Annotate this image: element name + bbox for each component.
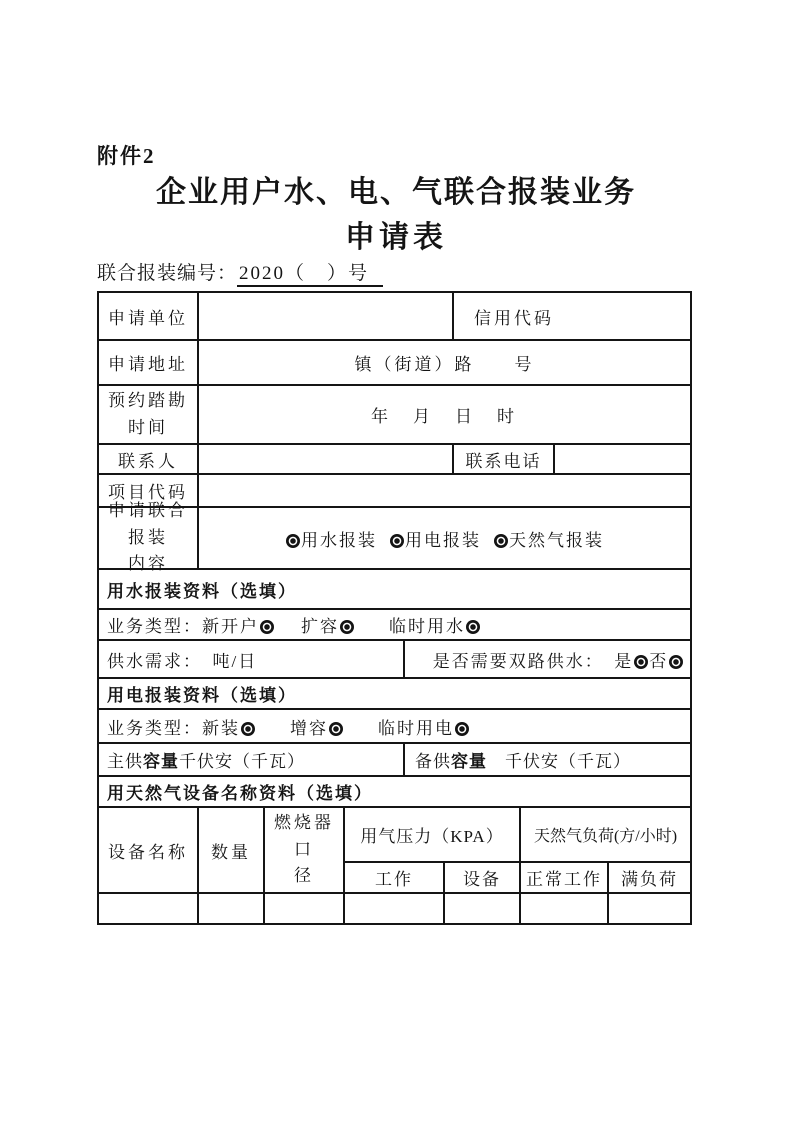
dual-supply-yes: 是: [614, 647, 649, 672]
phone-value-cell: [553, 445, 690, 473]
water-type-options: [99, 610, 690, 639]
applicant-value-cell: [197, 293, 452, 339]
row-electric-type: [99, 708, 690, 742]
electric-type-options: [99, 710, 690, 742]
row-water-demand: [99, 639, 690, 677]
radio-icon: [634, 655, 648, 669]
page-title-line1: 企业用户水、电、气联合报装业务: [156, 176, 636, 209]
gas-header-pressure: 用气压力（KPA）: [360, 827, 504, 846]
radio-icon: [466, 620, 480, 634]
doc-number: [97, 258, 383, 285]
radio-icon: [669, 655, 683, 669]
water-type-label: 业务类型：: [107, 617, 202, 636]
radio-icon: [286, 534, 300, 548]
survey-time-label: [99, 386, 197, 443]
radio-icon: [241, 722, 255, 736]
gas-header-load-full: 满负荷: [607, 863, 690, 892]
phone-label: 联系电话: [452, 445, 553, 473]
gas-header-load-subrow: [521, 861, 690, 892]
row-joint-content: [99, 501, 690, 574]
contact-value-cell: [197, 445, 452, 473]
contact-label: 联系人: [118, 451, 178, 471]
row-gas-header: [99, 806, 690, 892]
survey-time-label-line2: 时间: [128, 417, 168, 437]
row-gas-data-empty: [99, 892, 690, 923]
radio-icon: [260, 620, 274, 634]
gas-header-pressure-group: [343, 808, 519, 892]
gas-data-burner-cell: [263, 894, 343, 923]
joint-content-label: [99, 501, 197, 574]
water-type-new: 新开户: [202, 612, 275, 637]
application-form-table: [97, 291, 692, 925]
page-title-line2: 申请表: [345, 221, 447, 254]
gas-header-quantity: 数量: [197, 808, 263, 892]
joint-option-water: 用水报装: [285, 526, 377, 551]
gas-header-load-normal: 正常工作: [526, 870, 602, 889]
water-section-title: 用水报装资料（选填）: [107, 581, 297, 601]
gas-header-pressure-work: 工作: [375, 870, 413, 889]
radio-icon: [390, 534, 404, 548]
gas-data-load-full-cell: [607, 894, 690, 923]
survey-time-hint: 年 月 日 时: [197, 386, 690, 443]
radio-icon: [340, 620, 354, 634]
gas-header-load: 天然气负荷(方/小时): [533, 828, 678, 845]
row-water-type: [99, 608, 690, 639]
row-electric-section: [99, 677, 690, 708]
row-capacity: [99, 742, 690, 775]
row-water-section: [99, 568, 690, 608]
dual-supply-label: 是否需要双路供水：: [432, 651, 615, 671]
gas-data-quantity-cell: [197, 894, 263, 923]
electric-type-temp: 临时用电: [378, 714, 470, 739]
address-hint: 镇（街道）路 号: [197, 341, 690, 384]
gas-header-pressure-device: 设备: [443, 863, 519, 892]
gas-data-pressure-device-cell: [443, 894, 519, 923]
gas-header-pressure-subrow: [345, 861, 519, 892]
row-address: [99, 339, 690, 384]
gas-header-burner: [263, 808, 343, 892]
radio-icon: [455, 722, 469, 736]
address-label: 申请地址: [108, 355, 188, 374]
gas-data-pressure-work-cell: [343, 894, 443, 923]
radio-icon: [329, 722, 343, 736]
dual-supply-cell: [403, 641, 690, 677]
survey-time-label-line1: 预约踏勘: [108, 391, 188, 411]
electric-section-title: 用电报装资料（选填）: [107, 686, 297, 705]
applicant-label: 申请单位: [108, 308, 188, 328]
project-code-label: 项目代码: [108, 483, 188, 502]
water-demand-label: 供水需求： 吨/日: [107, 651, 258, 671]
project-code-value-cell: [197, 475, 690, 506]
attachment-label: 附件2: [97, 144, 156, 168]
water-type-temp: 临时用水: [389, 612, 481, 637]
radio-icon: [494, 534, 508, 548]
water-type-expand: 扩容: [301, 612, 355, 637]
backup-capacity-label: 备供 容量 千伏安（千瓦）: [403, 744, 690, 775]
row-contact: [99, 443, 690, 473]
joint-content-label-line1: 申请联合报装: [108, 501, 188, 547]
gas-data-load-normal-cell: [519, 894, 607, 923]
electric-type-new: 新装: [202, 714, 256, 739]
row-survey-time: [99, 384, 690, 443]
row-gas-section: [99, 775, 690, 806]
gas-header-load-group: [519, 808, 690, 892]
doc-number-label: 联合报装编号：: [97, 263, 238, 284]
gas-header-burner-line2: 径: [294, 866, 314, 886]
electric-type-label: 业务类型：: [107, 718, 202, 738]
gas-header-burner-line1: 燃烧器口: [274, 813, 334, 859]
joint-content-options: [197, 508, 690, 568]
gas-data-device-cell: [99, 894, 197, 923]
doc-number-value: 2020（ ）号: [237, 263, 383, 287]
dual-supply-no: 否: [649, 647, 684, 672]
joint-content-label-line2: 内容: [128, 554, 168, 574]
joint-option-electric: 用电报装: [389, 526, 481, 551]
gas-header-device: 设备名称: [108, 842, 188, 862]
electric-type-expand: 增容: [290, 714, 344, 739]
row-applicant: [99, 293, 690, 339]
joint-option-gas: 天然气报装: [493, 526, 604, 551]
credit-code-label: 信用代码: [452, 293, 690, 339]
gas-section-title: 用天然气设备名称资料（选填）: [107, 784, 373, 803]
main-capacity-label: 主供 容量 千伏安（千瓦）: [107, 752, 305, 771]
